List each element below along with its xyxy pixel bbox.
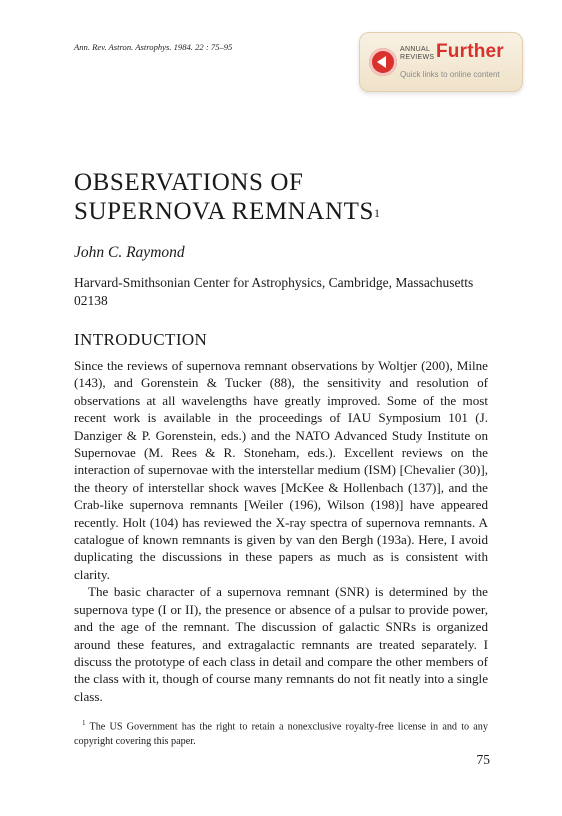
- author-affiliation: Harvard-Smithsonian Center for Astrophysics, Cambridge, Massachusetts 02138: [74, 275, 474, 308]
- title-footnote-mark: 1: [374, 206, 380, 220]
- author-name: John C. Raymond: [74, 244, 185, 261]
- section-heading: INTRODUCTION: [74, 330, 208, 349]
- annual-reviews-further-badge[interactable]: [359, 32, 523, 92]
- badge-further-label: Further: [436, 41, 504, 62]
- body-paragraph-2: The basic character of a supernova remnant (SNR) is determined by the supernova type (I or II), the presence or absence of a pulsar to provide power, and the age of the remnant. The discussion of galactic SNRs is organized around these features, and extragalactic remnants are treated separately. I discuss the prototype of each class in detail and compare the other members of the class with it, though of course many remnants do not fit neatly into a single class.: [74, 584, 488, 704]
- badge-annual: ANNUAL: [400, 46, 431, 53]
- title-line-2: SUPERNOVA REMNANTS: [74, 198, 374, 225]
- article-title: [74, 168, 380, 226]
- title-line-1: OBSERVATIONS OF: [74, 169, 304, 196]
- badge-subtitle: Quick links to online content: [400, 70, 500, 79]
- badge-annual-reviews-label: [400, 46, 436, 61]
- journal-reference: Ann. Rev. Astron. Astrophys. 1984. 22 : 75–95: [74, 42, 233, 52]
- body-paragraph-1: Since the reviews of supernova remnant observations by Woltjer (200), Milne (143), and Gorenstein & Tucker (88), the sensitivity and resolution of observations at all wavelengths have greatly improved. Some of the most recent work is available in the proceedings of IAU Symposium 101 (J. Danziger & P. Gorenstein, eds.) and the NATO Advanced Study Institute on Supernovae (M. Rees & R. Stoneham, eds.). Excellent reviews on the interaction of supernovae with the interstellar medium (ISM) [Chevalier (30)], the theory of interstellar shock waves [McKee & Hollenbach (137)], and the Crab-like supernova remnants [Weiler (196), Wilson (198)] have appeared recently. Holt (104) has reviewed the X-ray spectra of supernova remnants. A catalogue of known remnants is given by van den Bergh (193a). Here, I avoid duplicating the discussions in these papers as much as is consistent with clarity.: [74, 358, 488, 582]
- badge-reviews: REVIEWS: [400, 53, 435, 61]
- page-number: 75: [476, 752, 490, 767]
- article-body: [74, 357, 488, 705]
- footnote-mark: 1: [82, 719, 86, 727]
- footnote: [74, 716, 488, 749]
- footnote-text: The US Government has the right to retain a nonexclusive royalty-free license in and to any copyright covering this paper.: [74, 721, 488, 747]
- play-arrow-icon: [369, 48, 397, 76]
